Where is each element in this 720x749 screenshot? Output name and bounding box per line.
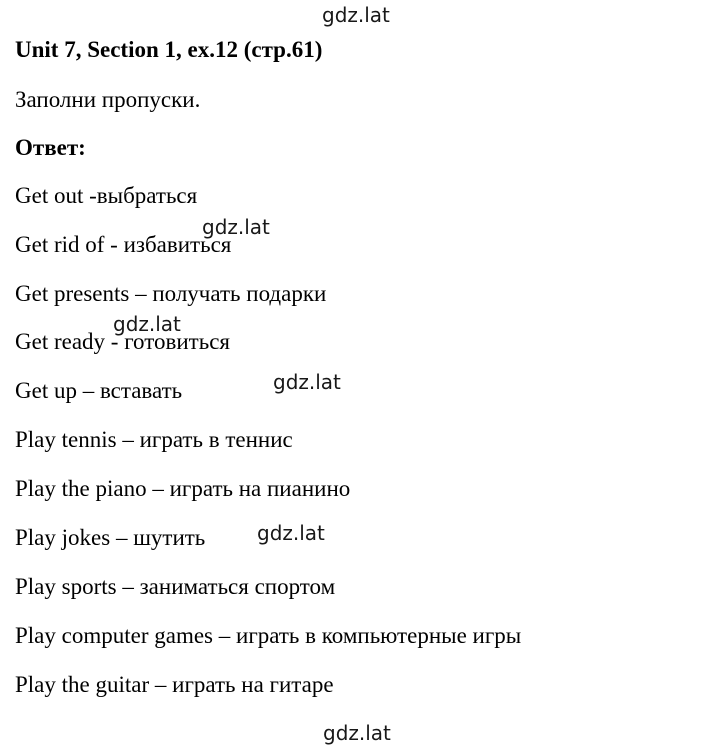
answer-entry: Play tennis – играть в теннис xyxy=(15,427,293,452)
watermark: gdz.lat xyxy=(202,215,270,239)
watermark: gdz.lat xyxy=(273,370,341,394)
watermark: gdz.lat xyxy=(257,521,325,545)
watermark: gdz.lat xyxy=(323,721,391,745)
answer-entry: Play computer games – играть в компьютерные игры xyxy=(15,623,522,648)
answer-entry: Get ready - готовиться xyxy=(15,329,230,354)
answer-label: Ответ: xyxy=(15,135,86,160)
watermark: gdz.lat xyxy=(113,312,181,336)
answer-entry: Play the piano – играть на пианино xyxy=(15,476,351,501)
watermark: gdz.lat xyxy=(322,3,390,27)
answer-entry: Play sports – заниматься спортом xyxy=(15,574,336,599)
instruction-text: Заполни пропуски. xyxy=(15,87,201,112)
page-title: Unit 7, Section 1, ex.12 (стр.61) xyxy=(15,37,323,62)
answer-entry: Play jokes – шутить xyxy=(15,525,206,550)
answer-entry: Get out -выбраться xyxy=(15,183,198,208)
answer-entry: Get up – вставать xyxy=(15,378,183,403)
answer-entry: Get presents – получать подарки xyxy=(15,281,327,306)
answer-entry: Get rid of - избавиться xyxy=(15,232,232,257)
answer-entry: Play the guitar – играть на гитаре xyxy=(15,672,334,697)
